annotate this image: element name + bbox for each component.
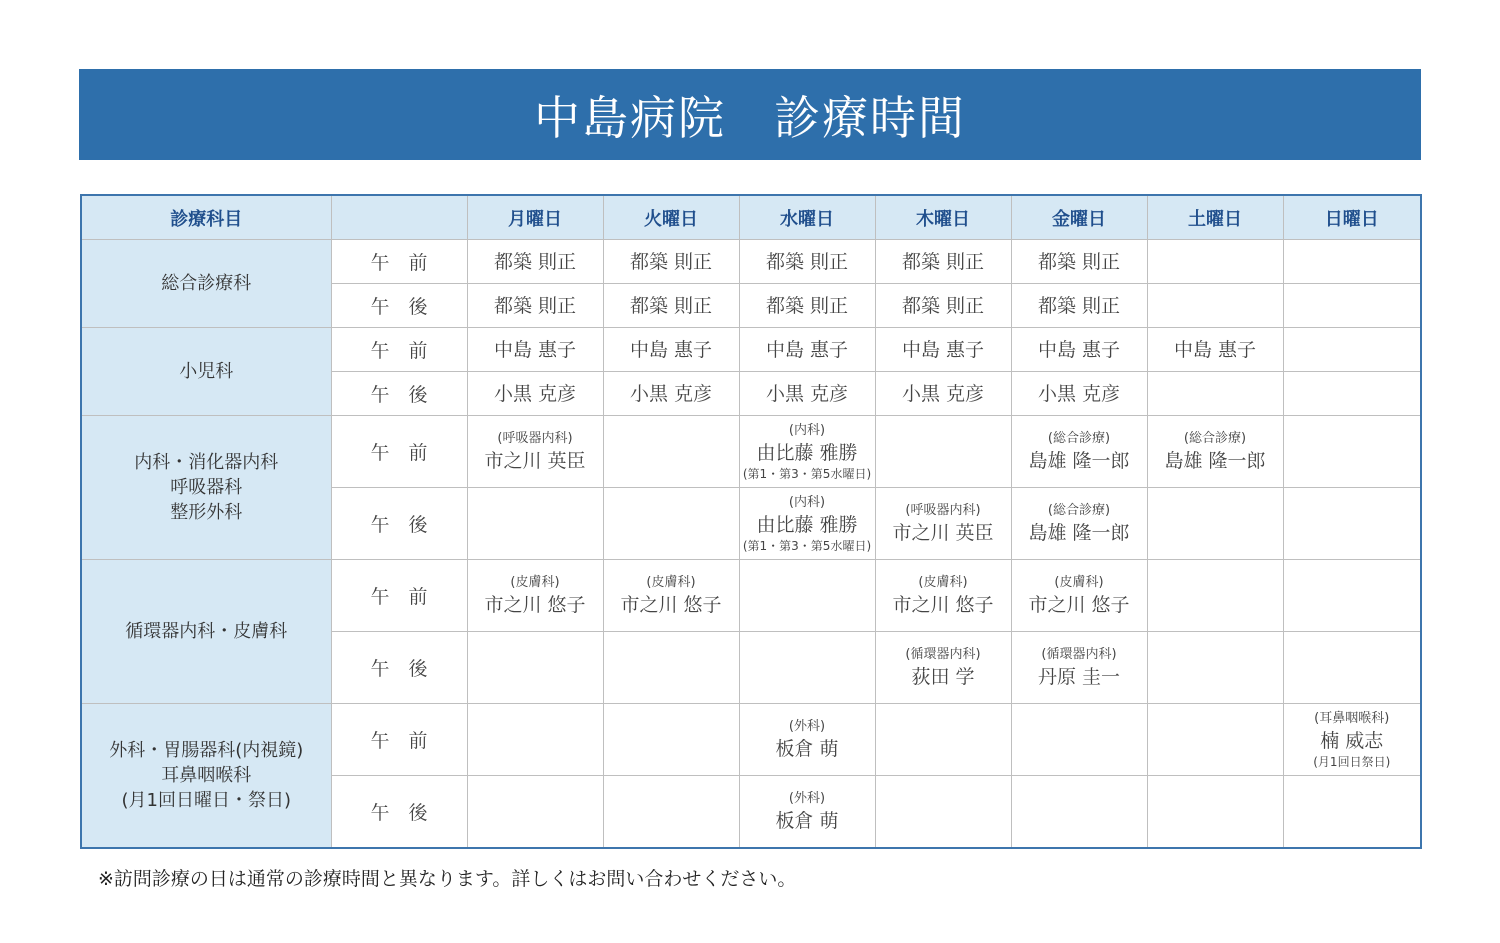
doctor-cell (739, 416, 875, 488)
doctor-name: 楠 威志 (1320, 729, 1384, 752)
table-row (81, 560, 1421, 632)
doctor-cell (1011, 488, 1147, 560)
doctor-cell (467, 328, 603, 372)
department-label: 総合診療科 (161, 273, 252, 294)
header-monday: 月曜日 (467, 195, 603, 240)
period-cell: 午 後 (331, 372, 467, 416)
doctor-cell (739, 776, 875, 849)
doctor-cell (1011, 372, 1147, 416)
header-thursday: 木曜日 (875, 195, 1011, 240)
schedule-note: (第1・第3・第5水曜日) (742, 466, 872, 481)
doctor-name: 都築 則正 (1037, 294, 1121, 317)
doctor-name: 板倉 萌 (775, 809, 839, 832)
doctor-name: 市之川 悠子 (892, 593, 994, 616)
department-cell (81, 328, 331, 416)
doctor-cell (1011, 328, 1147, 372)
doctor-cell (1283, 560, 1421, 632)
table-row (81, 416, 1421, 488)
specialty-note: (皮膚科) (510, 574, 560, 590)
specialty-note: (皮膚科) (646, 574, 696, 590)
doctor-name: 由比藤 雅勝 (756, 441, 858, 464)
schedule-table (80, 194, 1422, 849)
doctor-name: 小黒 克彦 (629, 382, 713, 405)
doctor-cell (1283, 416, 1421, 488)
doctor-cell (739, 328, 875, 372)
doctor-cell (1283, 240, 1421, 284)
doctor-cell (739, 560, 875, 632)
header-wednesday: 水曜日 (739, 195, 875, 240)
department-label: 内科・消化器内科 (134, 452, 279, 473)
doctor-cell (1283, 776, 1421, 849)
doctor-name: 都築 則正 (901, 250, 985, 273)
specialty-note: (総合診療) (1047, 430, 1111, 446)
doctor-cell (467, 372, 603, 416)
department-cell (81, 704, 331, 849)
doctor-cell (739, 284, 875, 328)
department-label: 循環器内科・皮膚科 (125, 621, 288, 642)
doctor-cell (603, 632, 739, 704)
period-cell: 午 前 (331, 240, 467, 284)
doctor-cell (875, 776, 1011, 849)
doctor-cell (875, 328, 1011, 372)
header-tuesday: 火曜日 (603, 195, 739, 240)
period-cell: 午 後 (331, 632, 467, 704)
specialty-note: (外科) (788, 718, 826, 734)
doctor-name: 市之川 英臣 (892, 521, 994, 544)
doctor-name: 都築 則正 (765, 294, 849, 317)
doctor-name: 小黒 克彦 (765, 382, 849, 405)
specialty-note: (耳鼻咽喉科) (1314, 710, 1390, 726)
department-label: 整形外科 (170, 502, 243, 523)
doctor-cell (1011, 632, 1147, 704)
doctor-name: 都築 則正 (493, 294, 577, 317)
doctor-cell (875, 416, 1011, 488)
doctor-cell (1283, 632, 1421, 704)
doctor-name: 中島 惠子 (901, 338, 985, 361)
doctor-name: 島雄 隆一郎 (1164, 449, 1266, 472)
doctor-cell (1147, 328, 1283, 372)
period-cell: 午 前 (331, 416, 467, 488)
doctor-cell (1147, 416, 1283, 488)
department-cell (81, 416, 331, 560)
doctor-cell (467, 284, 603, 328)
doctor-name: 小黒 克彦 (493, 382, 577, 405)
doctor-cell (603, 704, 739, 776)
doctor-name: 市之川 悠子 (1028, 593, 1130, 616)
period-cell: 午 前 (331, 704, 467, 776)
schedule-body (81, 240, 1421, 849)
doctor-cell (1147, 560, 1283, 632)
doctor-cell (1147, 488, 1283, 560)
specialty-note: (総合診療) (1183, 430, 1247, 446)
doctor-cell (603, 328, 739, 372)
footnote: ※訪問診療の日は通常の診療時間と異なります。詳しくはお問い合わせください。 (98, 868, 797, 890)
doctor-name: 小黒 克彦 (1037, 382, 1121, 405)
doctor-cell (467, 632, 603, 704)
doctor-name: 都築 則正 (901, 294, 985, 317)
period-cell: 午 前 (331, 560, 467, 632)
doctor-name: 都築 則正 (629, 250, 713, 273)
doctor-cell (875, 372, 1011, 416)
doctor-name: 市之川 英臣 (484, 449, 586, 472)
schedule-note: (第1・第3・第5水曜日) (742, 538, 872, 553)
specialty-note: (皮膚科) (918, 574, 968, 590)
doctor-cell (875, 240, 1011, 284)
department-label: (月1回日曜日・祭日) (121, 790, 291, 811)
doctor-cell (603, 372, 739, 416)
header-department: 診療科目 (81, 195, 331, 240)
doctor-cell (875, 560, 1011, 632)
doctor-cell (875, 488, 1011, 560)
specialty-note: (外科) (788, 790, 826, 806)
specialty-note: (循環器内科) (1041, 646, 1117, 662)
specialty-note: (呼吸器内科) (905, 502, 981, 518)
doctor-cell (467, 704, 603, 776)
doctor-cell (739, 372, 875, 416)
doctor-cell (603, 416, 739, 488)
period-cell: 午 後 (331, 284, 467, 328)
page-title: 中島病院 診療時間 (79, 69, 1421, 160)
doctor-cell (467, 776, 603, 849)
doctor-name: 都築 則正 (493, 250, 577, 273)
doctor-name: 市之川 悠子 (484, 593, 586, 616)
doctor-name: 板倉 萌 (775, 737, 839, 760)
doctor-cell (875, 284, 1011, 328)
doctor-cell (467, 240, 603, 284)
doctor-name: 中島 惠子 (629, 338, 713, 361)
doctor-name: 荻田 学 (911, 665, 975, 688)
doctor-cell (467, 416, 603, 488)
doctor-cell (1011, 560, 1147, 632)
doctor-cell (1147, 284, 1283, 328)
doctor-name: 小黒 克彦 (901, 382, 985, 405)
doctor-cell (1283, 488, 1421, 560)
period-cell: 午 後 (331, 776, 467, 849)
doctor-cell (875, 632, 1011, 704)
doctor-name: 都築 則正 (1037, 250, 1121, 273)
doctor-name: 中島 惠子 (1173, 338, 1257, 361)
doctor-cell (603, 560, 739, 632)
doctor-cell (739, 704, 875, 776)
department-cell (81, 240, 331, 328)
specialty-note: (内科) (788, 422, 826, 438)
doctor-cell (1011, 240, 1147, 284)
doctor-cell (467, 488, 603, 560)
doctor-cell (467, 560, 603, 632)
schedule-note: (月1回日祭日) (1313, 754, 1391, 769)
department-label: 呼吸器科 (170, 477, 243, 498)
department-label: 耳鼻咽喉科 (161, 765, 252, 786)
header-row (81, 195, 1421, 240)
doctor-cell (1011, 704, 1147, 776)
doctor-name: 島雄 隆一郎 (1028, 449, 1130, 472)
doctor-cell (603, 488, 739, 560)
table-row (81, 704, 1421, 776)
doctor-cell (739, 632, 875, 704)
department-cell (81, 560, 331, 704)
doctor-name: 中島 惠子 (493, 338, 577, 361)
doctor-cell (603, 240, 739, 284)
doctor-name: 都築 則正 (765, 250, 849, 273)
specialty-note: (皮膚科) (1054, 574, 1104, 590)
doctor-cell (1011, 776, 1147, 849)
specialty-note: (循環器内科) (905, 646, 981, 662)
doctor-cell (1147, 240, 1283, 284)
period-cell: 午 後 (331, 488, 467, 560)
doctor-cell (739, 240, 875, 284)
doctor-cell (1283, 328, 1421, 372)
specialty-note: (内科) (788, 494, 826, 510)
table-row (81, 328, 1421, 372)
doctor-name: 由比藤 雅勝 (756, 513, 858, 536)
doctor-cell (603, 284, 739, 328)
doctor-cell (1147, 704, 1283, 776)
doctor-cell (1011, 284, 1147, 328)
doctor-cell (1011, 416, 1147, 488)
department-label: 小児科 (179, 361, 234, 382)
header-period (331, 195, 467, 240)
doctor-cell (1147, 372, 1283, 416)
doctor-name: 島雄 隆一郎 (1028, 521, 1130, 544)
specialty-note: (呼吸器内科) (497, 430, 573, 446)
header-sunday: 日曜日 (1283, 195, 1421, 240)
doctor-cell (739, 488, 875, 560)
table-row (81, 240, 1421, 284)
doctor-name: 丹原 圭一 (1037, 665, 1121, 688)
period-cell: 午 前 (331, 328, 467, 372)
doctor-cell (875, 704, 1011, 776)
doctor-cell (1147, 632, 1283, 704)
doctor-cell (1147, 776, 1283, 849)
doctor-cell (1283, 372, 1421, 416)
department-label: 外科・胃腸器科(内視鏡) (109, 740, 304, 761)
doctor-name: 中島 惠子 (765, 338, 849, 361)
doctor-name: 都築 則正 (629, 294, 713, 317)
doctor-cell (603, 776, 739, 849)
doctor-cell (1283, 284, 1421, 328)
doctor-name: 中島 惠子 (1037, 338, 1121, 361)
doctor-name: 市之川 悠子 (620, 593, 722, 616)
header-friday: 金曜日 (1011, 195, 1147, 240)
specialty-note: (総合診療) (1047, 502, 1111, 518)
doctor-cell (1283, 704, 1421, 776)
header-saturday: 土曜日 (1147, 195, 1283, 240)
